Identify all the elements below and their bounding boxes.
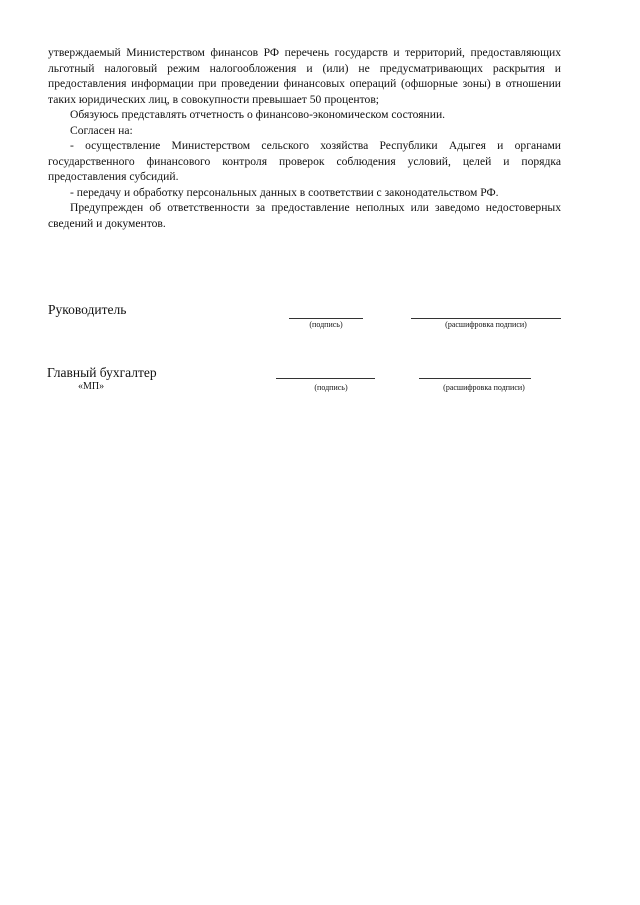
stamp-placeholder: «МП» xyxy=(78,381,105,392)
accountant-decoding-caption: (расшифровка подписи) xyxy=(443,383,525,392)
paragraph-consent-personal-data: - передачу и обработку персональных данных в соответствии с законодательством РФ. xyxy=(70,185,499,199)
accountant-title: Главный бухгалтер xyxy=(47,365,157,380)
accountant-decoding-line xyxy=(419,378,531,379)
document-body xyxy=(48,45,561,231)
paragraph-responsibility-warning: Предупрежден об ответственности за предоставление неполных или заведомо недостоверных сведений и документов. xyxy=(48,201,561,230)
director-title: Руководитель xyxy=(48,302,127,317)
director-signature-caption: (подпись) xyxy=(309,320,343,329)
paragraph-consent-heading: Согласен на: xyxy=(70,123,133,137)
accountant-signature-line xyxy=(276,378,375,379)
paragraph-reporting-obligation: Обязуюсь представлять отчетность о финансово-экономическом состоянии. xyxy=(70,108,446,121)
paragraph-consent-inspections: - осуществление Министерством сельского хозяйства Республики Адыгея и органами государственного финансового контроля проверок соблюдения условий, целей и порядка предоставления субсидий. xyxy=(48,139,561,183)
director-decoding-line xyxy=(411,318,561,319)
director-decoding-caption: (расшифровка подписи) xyxy=(445,320,527,329)
paragraph-offshore: утверждаемый Министерством финансов РФ перечень государств и территорий, предоставляющих льготный налоговый режим налогообложения и (или) не предусматривающих раскрытия и предоставления информации при проведении финансовых операций (офшорные зоны) в отношении таких юридических лиц, в совокупности превышает 50 процентов; xyxy=(48,46,561,106)
director-signature-line xyxy=(289,318,363,319)
accountant-signature-caption: (подпись) xyxy=(314,383,348,392)
